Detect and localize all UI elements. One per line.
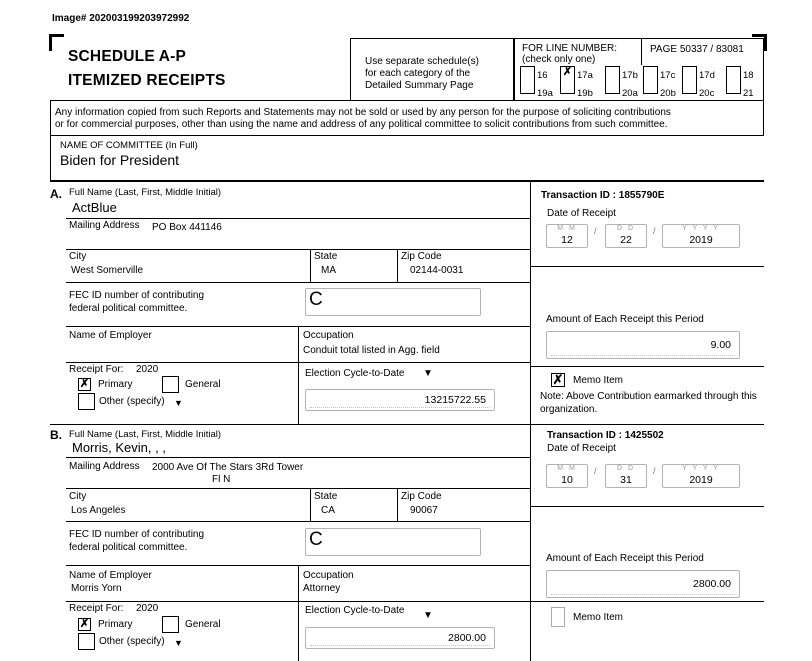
city-value: Los Angeles [71,505,126,516]
memo-note: Note: Above Contribution earmarked through this [540,391,757,402]
line-label-17a: 17a [577,70,593,81]
year-field[interactable]: Y Y Y Y 2019 [662,464,740,488]
line-checkbox-20c[interactable] [682,80,697,94]
fec-id-field[interactable]: C [305,288,481,316]
city-value: West Somerville [71,265,144,276]
month-field[interactable]: M M 12 [546,224,588,248]
entry-letter: B. [50,428,62,442]
line-checkbox-21[interactable] [726,80,741,94]
line-checkbox-17a[interactable]: ✗ [560,66,575,82]
check-one-label: (check only one) [522,54,596,65]
amount-field[interactable]: 2800.00 [546,570,740,598]
notice-box [50,100,764,136]
zip-value: 02144-0031 [410,265,464,276]
line-label-16: 16 [537,70,548,81]
entry-letter: A. [50,187,62,201]
notice-line-1: Any information copied from such Reports and Statements may not be sold or used by any person for the purpose of soliciting contributions [55,107,671,118]
year-field[interactable]: Y Y Y Y 2019 [662,224,740,248]
memo-checkbox[interactable] [551,607,565,627]
primary-checkbox[interactable]: ✗ [79,618,90,630]
line-checkbox-20a[interactable] [605,80,620,94]
general-checkbox[interactable] [162,376,179,393]
caret-down-icon: ▼ [174,398,183,408]
mailing-address: PO Box 441146 [152,222,222,233]
use-separate-box: Use separate schedule(s) for each category of the Detailed Summary Page [350,38,514,100]
page-number: PAGE 50337 / 83081 [650,44,744,55]
general-checkbox[interactable] [162,616,179,633]
line-label-17b: 17b [622,70,638,81]
primary-checkbox[interactable]: ✗ [79,378,90,390]
occupation-value: Attorney [303,583,341,594]
for-line-label: FOR LINE NUMBER: [522,43,618,54]
line-label-17c: 17c [660,70,676,81]
zip-value: 90067 [410,505,438,516]
line-checkbox-20b[interactable] [643,80,658,94]
other-checkbox[interactable] [78,393,95,410]
day-field[interactable]: D D 31 [605,464,647,488]
caret-down-icon: ▼ [423,610,433,621]
memo-note-cont: organization. [540,404,598,415]
schedule-title: SCHEDULE A-P [68,48,187,65]
amount-field[interactable]: 9.00 [546,331,740,359]
receipt-year: 2020 [136,603,159,614]
memo-checkbox[interactable]: ✗ [552,372,564,387]
mailing-address: 2000 Ave Of The Stars 3Rd Tower [152,462,304,473]
line-label-20c: 20c [699,88,715,99]
other-checkbox[interactable] [78,633,95,650]
schedule-subtitle: ITEMIZED RECEIPTS [68,72,226,89]
line-label-20b: 20b [660,88,676,99]
line-checkbox-19a[interactable] [520,80,535,94]
line-label-19a: 19a [537,88,553,99]
day-field[interactable]: D D 22 [605,224,647,248]
notice-line-2: or for commercial purposes, other than using the name and address of any political committee to solicit contributions from such committee. [55,119,668,130]
caret-down-icon: ▼ [174,638,183,648]
line-checkbox-19b[interactable] [560,80,575,94]
line-label-19b: 19b [577,88,593,99]
image-id: Image# 202003199203972992 [52,13,190,24]
employer-value: Morris Yorn [71,583,122,594]
line-label-21: 21 [743,88,754,99]
month-field[interactable]: M M 10 [546,464,588,488]
contributor-name: ActBlue [72,200,117,215]
corner-mark [49,34,64,51]
line-label-17d: 17d [699,70,715,81]
transaction-id: Transaction ID : 1855790E [541,190,665,201]
line-label-20a: 20a [622,88,638,99]
line-label-18: 18 [743,70,754,81]
occupation-value: Conduit total listed in Agg. field [303,345,440,356]
state-value: CA [321,505,335,516]
cycle-to-date-field[interactable]: 2800.00 [305,627,495,649]
state-value: MA [321,265,336,276]
mailing-address-line-2: Fl N [212,474,231,485]
committee-name: Biden for President [60,152,180,168]
committee-label: NAME OF COMMITTEE (In Full) [60,140,198,151]
receipt-year: 2020 [136,364,159,375]
transaction-id: Transaction ID : 1425502 [547,430,664,441]
cycle-to-date-field[interactable]: 13215722.55 [305,389,495,411]
contributor-name: Morris, Kevin, , , [72,440,166,455]
caret-down-icon: ▼ [423,368,433,379]
fec-id-field[interactable]: C [305,528,481,556]
